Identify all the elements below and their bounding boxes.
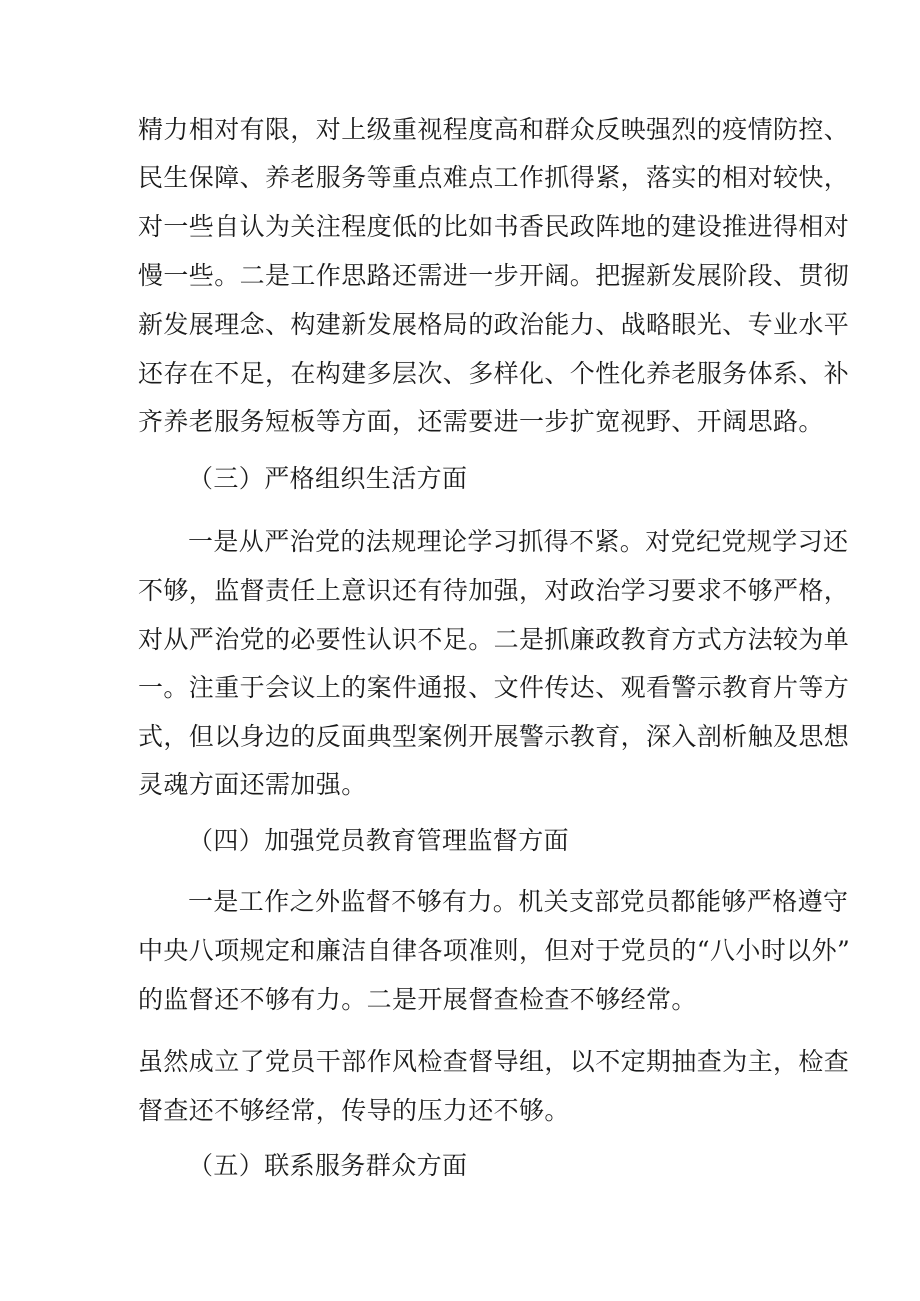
paragraph-line: 对一些自认为关注程度低的比如书香民政阵地的建设推进得相对	[138, 212, 850, 241]
paragraph-line: 一是工作之外监督不够有力。机关支部党员都能够严格遵守	[188, 887, 849, 916]
paragraph-line: 民生保障、养老服务等重点难点工作抓得紧，落实的相对较快，	[138, 163, 850, 192]
paragraph-line: 式，但以身边的反面典型案例开展警示教育，深入剖析触及思想	[138, 722, 850, 751]
paragraph-line: 督查还不够经常，传导的压力还不够。	[138, 1096, 570, 1125]
section-heading-5: （五）联系服务群众方面	[188, 1151, 468, 1180]
paragraph-line: 中央八项规定和廉洁自律各项准则，但对于党员的“八小时以外”	[138, 936, 851, 965]
paragraph-line: 一是从严治党的法规理论学习抓得不紧。对党纪党规学习还	[188, 527, 849, 556]
paragraph-line: 不够，监督责任上意识还有待加强，对政治学习要求不够严格，	[138, 576, 850, 605]
paragraph-line: 对从严治党的必要性认识不足。二是抓廉政教育方式方法较为单	[138, 625, 850, 654]
paragraph-line: 齐养老服务短板等方面，还需要进一步扩宽视野、开阔思路。	[138, 407, 824, 436]
section-heading-4: （四）加强党员教育管理监督方面	[188, 826, 570, 855]
paragraph-line: 还存在不足，在构建多层次、多样化、个性化养老服务体系、补	[138, 359, 850, 388]
paragraph-line: 灵魂方面还需加强。	[138, 770, 367, 799]
section-heading-3: （三）严格组织生活方面	[188, 464, 468, 493]
paragraph-line: 虽然成立了党员干部作风检查督导组，以不定期抽查为主，检查	[138, 1047, 850, 1076]
paragraph-line: 慢一些。二是工作思路还需进一步开阔。把握新发展阶段、贯彻	[138, 261, 850, 290]
paragraph-line: 精力相对有限，对上级重视程度高和群众反映强烈的疫情防控、	[138, 115, 850, 144]
paragraph-line: 的监督还不够有力。二是开展督查检查不够经常。	[138, 985, 697, 1014]
paragraph-line: 一。注重于会议上的案件通报、文件传达、观看警示教育片等方	[138, 673, 850, 702]
paragraph-line: 新发展理念、构建新发展格局的政治能力、战略眼光、专业水平	[138, 310, 850, 339]
